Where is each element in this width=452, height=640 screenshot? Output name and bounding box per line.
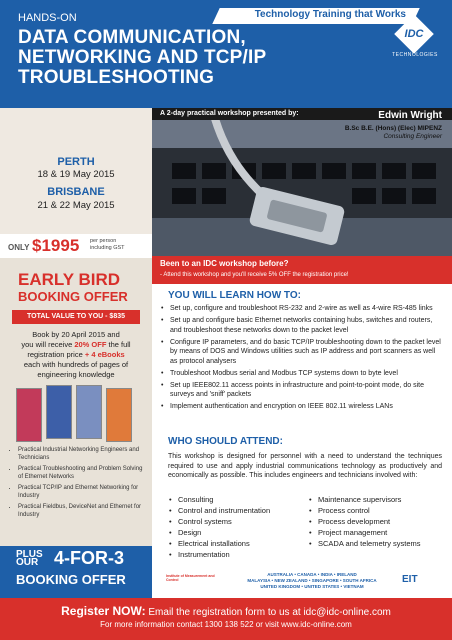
logo-subtitle: TECHNOLOGIES — [392, 52, 438, 58]
early-bird-section — [0, 258, 152, 546]
price-note: per person including GST — [90, 238, 125, 251]
learn-item: • Set up IEEE802.11 access points in infrastructure and point-to-point mode, do site surveys and 'sniff' packets — [160, 381, 442, 400]
attend-item: • Project management — [308, 527, 448, 538]
ebook-item: • Practical Industrial Networking Engineers and Technicians — [18, 446, 148, 462]
price-value: $1995 — [32, 236, 80, 255]
dates-section — [0, 108, 152, 228]
hero-image — [152, 108, 452, 256]
left-column — [0, 108, 152, 598]
tagline: Technology Training that Works — [254, 9, 406, 20]
attend-item: • Process control — [308, 505, 448, 516]
city-brisbane: BRISBANE — [47, 186, 105, 198]
header-banner — [0, 0, 452, 108]
idc-logo — [392, 22, 438, 58]
learn-item: • Set up and configure basic Ethernet networks containing hubs, switches and routers, and troubleshoot these networks down to the packet level — [160, 316, 442, 335]
ebook-cover — [106, 388, 132, 442]
hands-on-label: HANDS-ON — [18, 12, 77, 24]
learn-item: • Configure IP parameters, and do basic TCP/IP troubleshooting down to the packet level by means of DOS and Windows utilities such as IP address and port scanners as well as protocol analysers — [160, 338, 442, 367]
ebook-item: • Practical Troubleshooting and Problem Solving of Ethernet Networks — [18, 465, 148, 481]
ebook-cover — [46, 385, 72, 439]
countries-line: AUSTRALIA • CANADA • INDIA • IRELAND — [267, 572, 357, 577]
attend-item: • Control systems — [168, 516, 308, 527]
attend-item: • Instrumentation — [168, 549, 308, 560]
register-now-link[interactable]: Register NOW: — [61, 604, 146, 618]
workshop-intro: A 2-day practical workshop presented by: — [160, 110, 299, 117]
ebook-item: • Practical Fieldbus, DeviceNet and Ethernet for Industry — [18, 503, 148, 519]
returning-attendee-banner — [152, 256, 452, 284]
ebooks-list — [8, 446, 148, 522]
plus-label: PLUS — [16, 549, 43, 560]
ebook-item: • Practical TCP/IP and Ethernet Networking for Industry — [18, 484, 148, 500]
returning-subtitle: - Attend this workshop and you'll receive 5% OFF the registration price! — [160, 272, 349, 278]
logo-text: IDC — [404, 28, 424, 40]
title-line-2: NETWORKING AND TCP/IP — [18, 47, 267, 68]
attend-item: • Design — [168, 527, 308, 538]
attend-item: • Control and instrumentation — [168, 505, 308, 516]
returning-title: Been to an IDC workshop before? — [160, 259, 289, 268]
attend-list-left — [168, 494, 308, 560]
countries-line: UNITED KINGDOM • UNITED STATES • VIETNAM — [260, 584, 364, 589]
more-info-line[interactable]: For more information contact 1300 138 522 or visit www.idc-online.com — [100, 620, 352, 629]
ebook-cover — [16, 388, 42, 442]
eit-logo: EIT — [402, 574, 418, 585]
title-line-3: TROUBLESHOOTING — [18, 67, 215, 88]
presenter-credentials: B.Sc B.E. (Hons) (Elec) MIPENZ — [344, 125, 442, 132]
attend-item: • Process development — [308, 516, 448, 527]
presenter-role: Consulting Engineer — [383, 133, 442, 140]
date-brisbane: 21 & 22 May 2015 — [37, 200, 115, 211]
attend-paragraph: This workshop is designed for personnel with a need to understand the techniques required to use and apply industrial communications technology as productively and economically as possible. This includes engineers and technicians involved with: — [168, 453, 442, 479]
early-bird-title: EARLY BIRD — [18, 270, 121, 289]
presenter-name: Edwin Wright — [378, 110, 442, 121]
four-for-three-label: 4-FOR-3 — [54, 548, 125, 568]
ebook-covers — [14, 382, 138, 442]
learn-list — [160, 304, 442, 414]
city-perth: PERTH — [57, 156, 95, 168]
date-perth: 18 & 19 May 2015 — [37, 169, 115, 180]
early-bird-body: Book by 20 April 2015 and you will receive 20% OFF the full registration price + 4 eBooks each with hundreds of pages of engineering knowledge — [21, 330, 131, 379]
four-for-three-offer — [0, 546, 152, 598]
learn-item: • Implement authentication and encryption on IEEE 802.11 wireless LANs — [160, 402, 442, 412]
attend-heading: WHO SHOULD ATTEND: — [168, 436, 283, 447]
price-only: ONLY — [8, 243, 30, 252]
early-bird-subtitle: BOOKING OFFER — [18, 289, 128, 304]
partner-logo: Institute of Measurement and Control — [166, 574, 215, 582]
attend-item: • Maintenance supervisors — [308, 494, 448, 505]
attend-item: • Consulting — [168, 494, 308, 505]
learn-heading: YOU WILL LEARN HOW TO: — [168, 290, 301, 301]
register-line — [0, 604, 452, 618]
booking-offer-label: BOOKING OFFER — [16, 572, 126, 587]
attend-item: • Electrical installations — [168, 538, 308, 549]
footer-banner — [0, 598, 452, 640]
title-line-1: DATA COMMUNICATION, — [18, 27, 246, 48]
attend-item: • SCADA and telemetry systems — [308, 538, 448, 549]
countries-line: MALAYSIA • NEW ZEALAND • SINGAPORE • SOUTH AFRICA — [247, 578, 377, 583]
our-label: OUR — [16, 557, 39, 568]
ebook-cover — [76, 385, 102, 439]
partner-strip — [152, 566, 452, 598]
learn-item: • Troubleshoot Modbus serial and Modbus TCP systems down to byte level — [160, 369, 442, 379]
total-value-badge: TOTAL VALUE TO YOU - $835 — [12, 310, 140, 324]
learn-item: • Set up, configure and troubleshoot RS-232 and 2-wire as well as 4-wire RS-485 links — [160, 304, 442, 314]
attend-list-right — [308, 494, 448, 549]
price-box — [0, 234, 152, 258]
register-email-text[interactable]: Email the registration form to us at idc@idc-online.com — [145, 607, 391, 618]
